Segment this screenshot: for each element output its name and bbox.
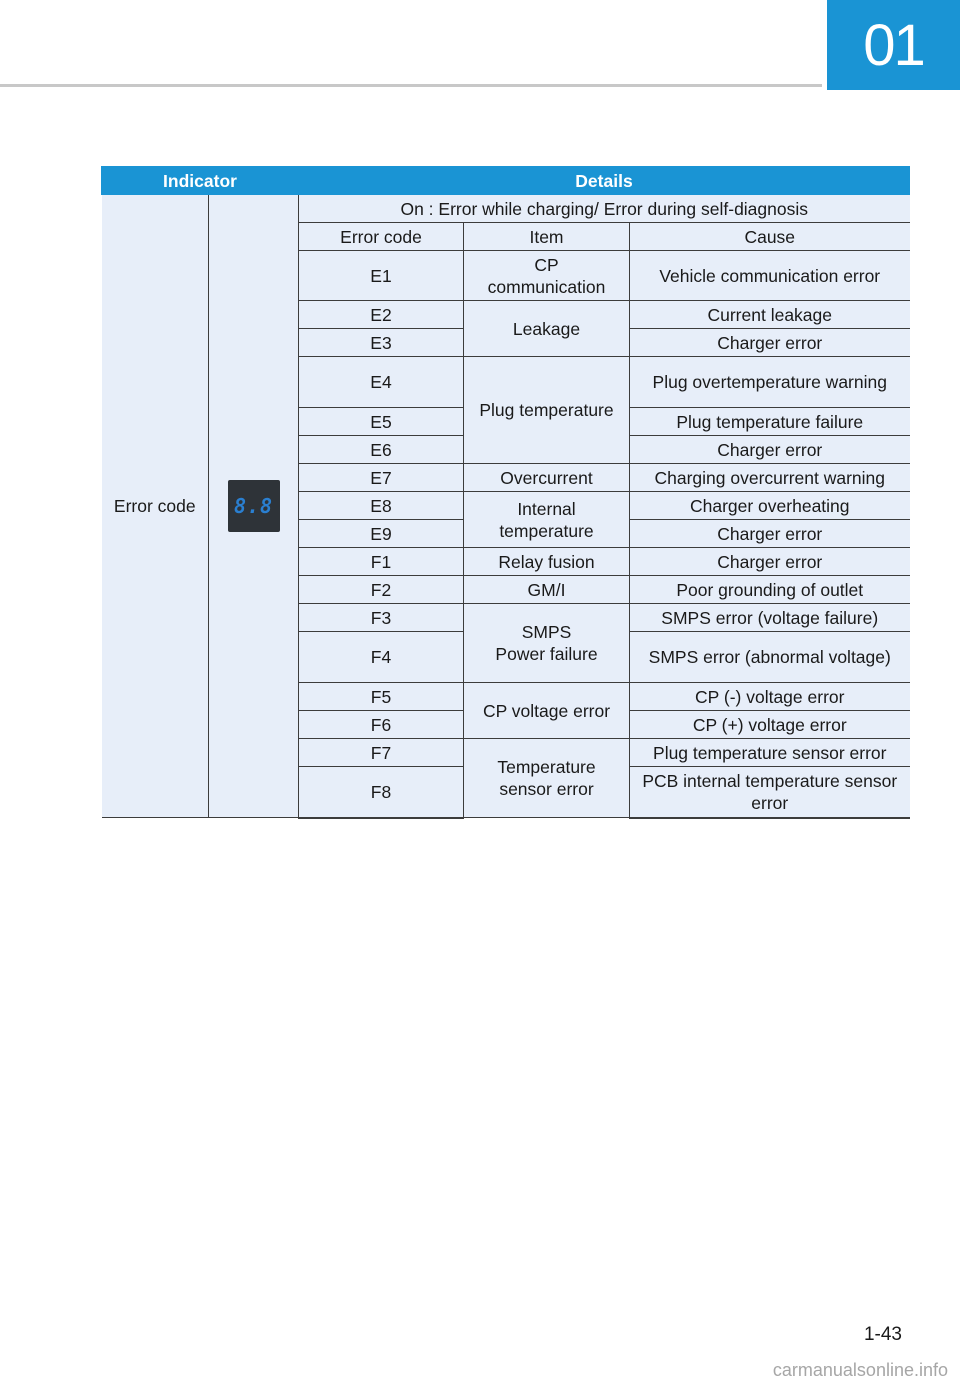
subheader-error-code: Error code — [299, 223, 464, 251]
error-item: Relay fusion — [464, 548, 630, 576]
error-code: E1 — [299, 251, 464, 301]
error-cause: Vehicle communication error — [630, 251, 910, 301]
error-cause: Charger overheating — [630, 492, 910, 520]
error-code: F8 — [299, 767, 464, 818]
error-cause: Charger error — [630, 329, 910, 357]
error-code: F2 — [299, 576, 464, 604]
error-code: E6 — [299, 436, 464, 464]
error-item: Overcurrent — [464, 464, 630, 492]
error-cause: Charging overcurrent warning — [630, 464, 910, 492]
error-code: F3 — [299, 604, 464, 632]
error-code-table — [101, 166, 910, 819]
subheader-cause: Cause — [630, 223, 910, 251]
error-cause: Plug temperature sensor error — [630, 739, 910, 767]
error-code: E8 — [299, 492, 464, 520]
error-item: GM/I — [464, 576, 630, 604]
error-code: E2 — [299, 301, 464, 329]
error-cause: Plug overtemperature warning — [630, 357, 910, 408]
error-code: F7 — [299, 739, 464, 767]
error-item: CP voltage error — [464, 683, 630, 739]
header-details: Details — [299, 167, 910, 195]
indicator-icon-cell — [209, 195, 299, 818]
error-cause: SMPS error (abnormal voltage) — [630, 632, 910, 683]
error-item: Temperature sensor error — [464, 739, 630, 818]
error-code: E9 — [299, 520, 464, 548]
error-cause: CP (-) voltage error — [630, 683, 910, 711]
subheader-item: Item — [464, 223, 630, 251]
error-code: F6 — [299, 711, 464, 739]
page-number: 1-43 — [863, 1324, 902, 1345]
header-indicator: Indicator — [102, 167, 299, 195]
error-cause: CP (+) voltage error — [630, 711, 910, 739]
chapter-tab — [827, 0, 960, 90]
error-code: F1 — [299, 548, 464, 576]
error-cause: PCB internal temperature sensor error — [630, 767, 910, 818]
error-code: E3 — [299, 329, 464, 357]
error-code: E4 — [299, 357, 464, 408]
details-note: On : Error while charging/ Error during self-diagnosis — [299, 195, 910, 223]
error-item: CP communication — [464, 251, 630, 301]
header-rule — [0, 84, 822, 87]
watermark: carmanualsonline.info — [772, 1360, 948, 1380]
error-cause: Charger error — [630, 436, 910, 464]
error-cause: Charger error — [630, 520, 910, 548]
error-item: Internal temperature — [464, 492, 630, 548]
error-code: E5 — [299, 408, 464, 436]
chapter-number: 01 — [863, 12, 924, 78]
error-cause: Plug temperature failure — [630, 408, 910, 436]
error-code: F4 — [299, 632, 464, 683]
error-item: Plug temperature — [464, 357, 630, 464]
indicator-name: Error code — [102, 195, 209, 818]
error-cause: Charger error — [630, 548, 910, 576]
display-digits: 8.8 — [233, 494, 274, 518]
error-item: Leakage — [464, 301, 630, 357]
seven-segment-display-icon — [228, 480, 280, 532]
error-code: E7 — [299, 464, 464, 492]
error-item: SMPS Power failure — [464, 604, 630, 683]
error-cause: SMPS error (voltage failure) — [630, 604, 910, 632]
error-cause: Poor grounding of outlet — [630, 576, 910, 604]
error-cause: Current leakage — [630, 301, 910, 329]
error-code: F5 — [299, 683, 464, 711]
